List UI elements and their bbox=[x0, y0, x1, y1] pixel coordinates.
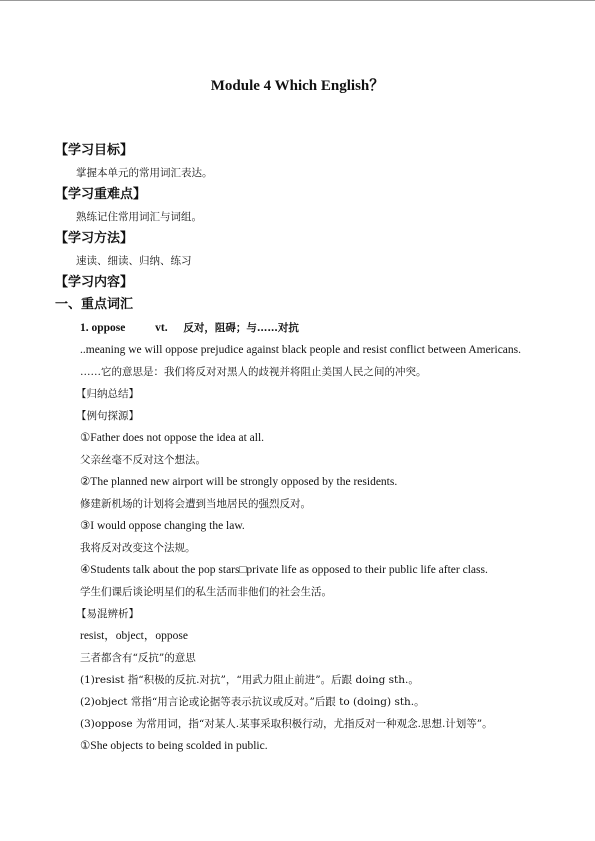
vocab-pos: vt. bbox=[155, 322, 168, 334]
example-chinese: ……它的意思是：我们将反对对黑人的歧视并将阻止美国人民之间的冲突。 bbox=[80, 366, 427, 378]
confusion-object: (2)object 常指“用言论或论据等表示抗议或反对。”后跟 to (doing) sth.。 bbox=[80, 696, 425, 708]
confusion-oppose: (3)oppose 为常用词，指“对某人.某事采取积极行动，尤指反对一种观念.思想.计划等”。 bbox=[80, 718, 493, 730]
top-border-line bbox=[0, 0, 595, 1]
part-one-heading: 一、重点词汇 bbox=[55, 297, 134, 312]
confusion-example-1: ①She objects to being scolded in public. bbox=[80, 740, 268, 752]
section-method-heading: 【学习方法】 bbox=[55, 231, 134, 246]
example-4-chinese: 学生们课后谈论明星们的私生活而非他们的社会生活。 bbox=[80, 586, 332, 598]
summary-tag: 【归纳总结】 bbox=[76, 388, 139, 400]
example-3-english: ③I would oppose changing the law. bbox=[80, 520, 245, 532]
example-2-english: ②The planned new airport will be strongly opposed by the residents. bbox=[80, 476, 398, 488]
vocab-meaning: 反对，阻碍；与……对抗 bbox=[183, 322, 299, 334]
confusion-words: resist，object，oppose bbox=[80, 630, 188, 642]
example-1-chinese: 父亲丝毫不反对这个想法。 bbox=[80, 454, 206, 466]
example-1-english: ①Father does not oppose the idea at all. bbox=[80, 432, 265, 444]
example-3-chinese: 我将反对改变这个法规。 bbox=[80, 542, 196, 554]
examples-tag: 【例句探源】 bbox=[76, 410, 139, 422]
section-key-heading: 【学习重难点】 bbox=[55, 187, 147, 202]
section-method-text: 速读、细读、归纳、练习 bbox=[76, 255, 192, 267]
vocab-word: 1. oppose bbox=[80, 322, 126, 334]
page-title: Module 4 Which English？ bbox=[210, 78, 385, 94]
confusion-intro: 三者都含有“反抗”的意思 bbox=[80, 652, 196, 664]
vocab-entry bbox=[80, 321, 299, 335]
section-key-text: 熟练记住常用词汇与词组。 bbox=[76, 211, 202, 223]
example-4-english: ④Students talk about the pop stars□private life as opposed to their public life after class. bbox=[80, 564, 488, 576]
example-english: ..meaning we will oppose prejudice against black people and resist conflict between Americans. bbox=[80, 344, 522, 356]
example-2-chinese: 修建新机场的计划将会遭到当地居民的强烈反对。 bbox=[80, 498, 311, 510]
confusion-tag: 【易混辨析】 bbox=[76, 608, 139, 620]
section-goal-heading: 【学习目标】 bbox=[55, 143, 134, 158]
section-content-heading: 【学习内容】 bbox=[55, 275, 134, 290]
section-goal-text: 掌握本单元的常用词汇表达。 bbox=[76, 167, 213, 179]
confusion-resist: (1)resist 指“积极的反抗.对抗”，“用武力阻止前进”。后跟 doing sth.。 bbox=[80, 674, 419, 686]
